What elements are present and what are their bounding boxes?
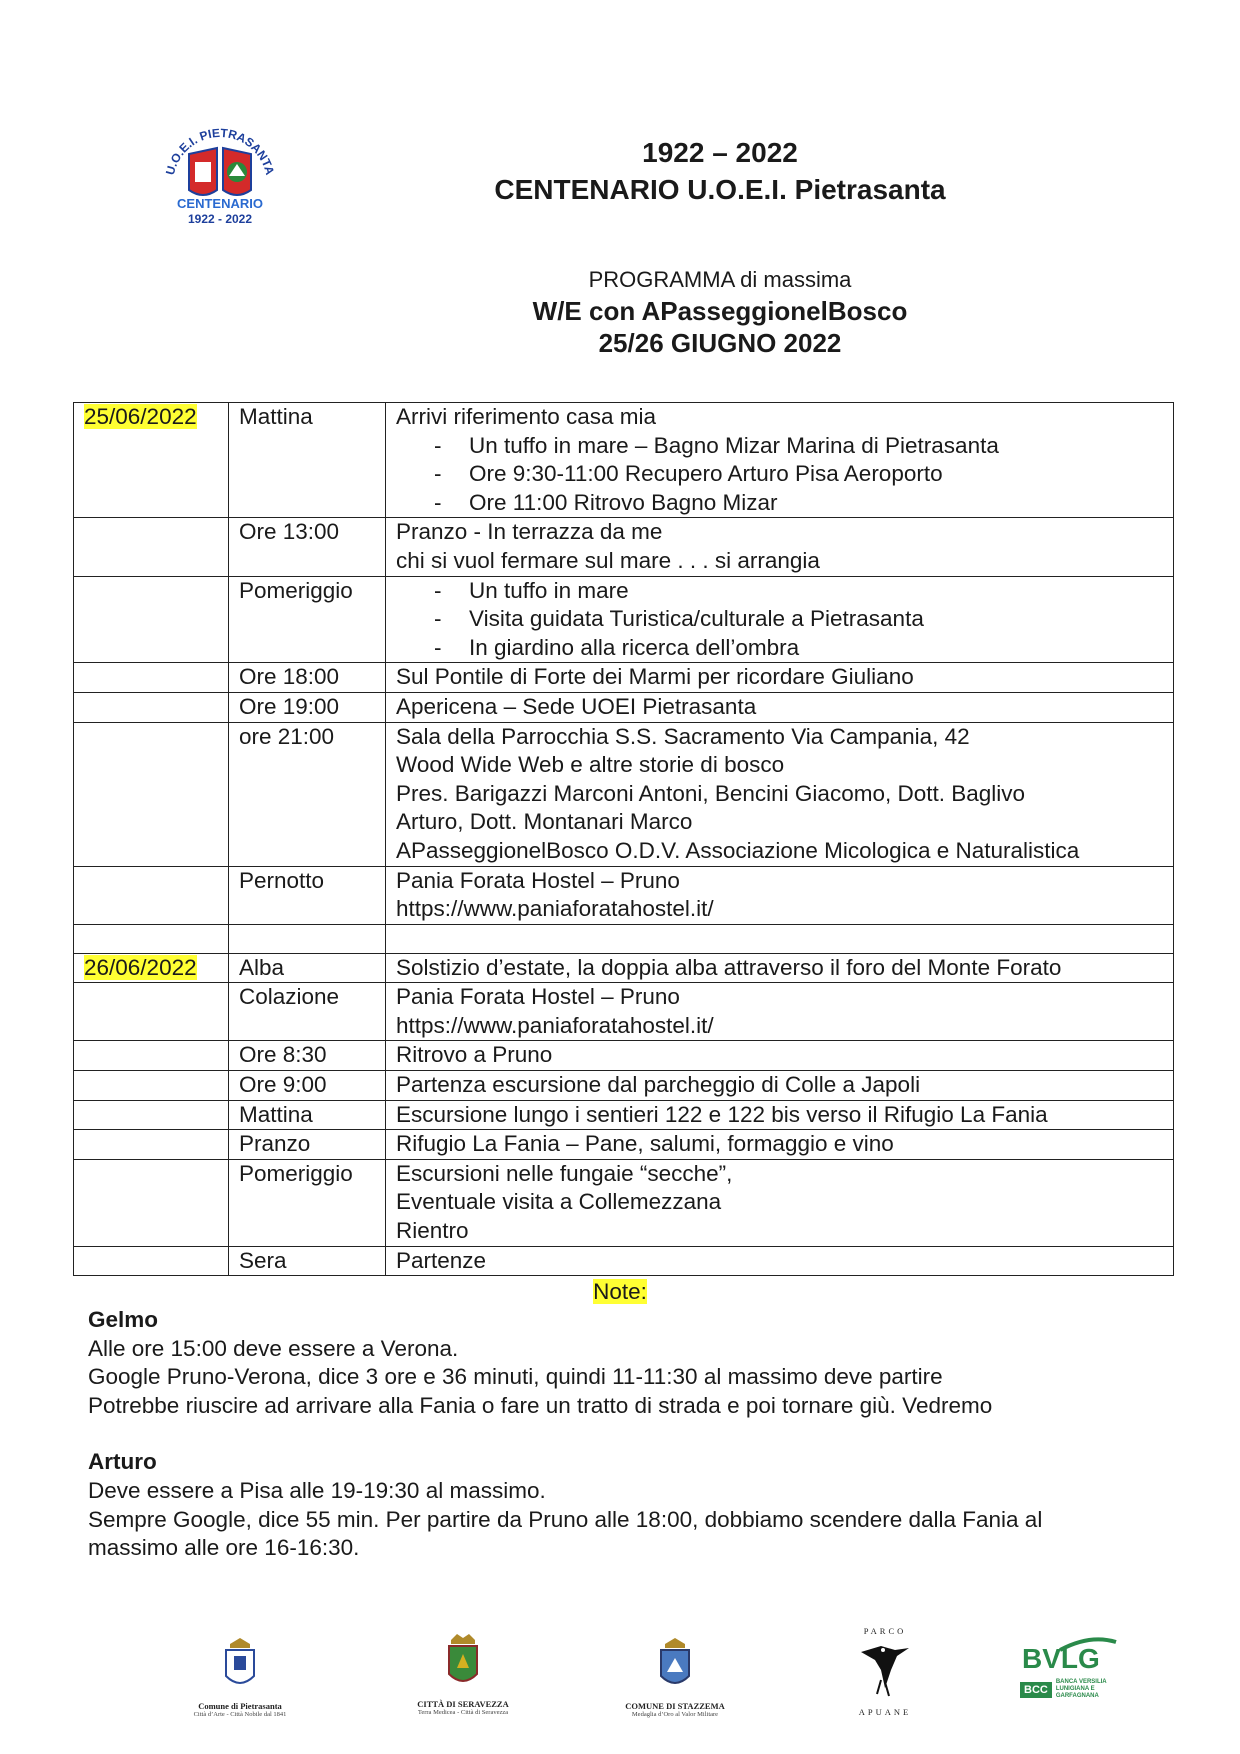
row-time: Sera (229, 1246, 386, 1276)
row-text: APasseggionelBosco O.D.V. Associazione Micologica e Naturalistica (396, 837, 1080, 863)
row-content (386, 518, 1174, 576)
note-line: Google Pruno-Verona, dice 3 ore e 36 minuti, quindi 11-11:30 al massimo deve partire (88, 1364, 943, 1390)
row-link[interactable]: https://www.paniaforatahostel.it/ (396, 896, 714, 922)
row-text: Solstizio d’estate, la doppia alba attraverso il foro del Monte Forato (386, 953, 1174, 983)
logo-years: 1922 - 2022 (187, 212, 253, 226)
row-link[interactable]: https://www.paniaforatahostel.it/ (396, 1012, 714, 1038)
row-time: Mattina (229, 403, 386, 518)
row-text: Arturo, Dott. Montanari Marco (396, 809, 693, 835)
parco-top: PARCO (863, 1626, 907, 1636)
seravezza-logo (408, 1632, 518, 1717)
row-time: Pernotto (229, 866, 386, 924)
bullet-list (396, 577, 1173, 663)
row-text: Pania Forata Hostel – Pruno (396, 984, 680, 1010)
row-time: Ore 9:00 (229, 1071, 386, 1101)
list-item: - Visita guidata Turistica/culturale a Pietrasanta (396, 605, 1173, 634)
row-time: Pomeriggio (229, 576, 386, 663)
row-text: Sala della Parrocchia S.S. Sacramento Via Campania, 42 (396, 723, 970, 749)
row-content (386, 866, 1174, 924)
table-row (74, 663, 1174, 693)
row-text: Arrivi riferimento casa mia (396, 404, 657, 429)
program-table (73, 402, 1174, 1276)
centenario-logo (155, 128, 285, 228)
row-text: Escursione lungo i sentieri 122 e 122 bis verso il Rifugio La Fania (386, 1100, 1174, 1130)
row-text: Wood Wide Web e altre storie di bosco (396, 752, 785, 778)
pietrasanta-name: Comune di Pietrasanta (198, 1701, 282, 1711)
row-content (386, 576, 1174, 663)
notes-title-text: Note: (593, 1279, 647, 1304)
table-row (74, 722, 1174, 866)
row-text: Pres. Barigazzi Marconi Antoni, Bencini Giacomo, Dott. Baglivo (396, 780, 1026, 806)
row-time: ore 21:00 (229, 722, 386, 866)
header-programma: PROGRAMMA di massima (588, 267, 852, 292)
seravezza-name: CITTÀ DI SERAVEZZA (417, 1699, 509, 1709)
table-row (74, 1246, 1174, 1276)
bank-logo-icon (1020, 1634, 1120, 1674)
notes-section (88, 1306, 1158, 1563)
row-text: chi si vuol fermare sul mare . . . si arrangia (396, 547, 820, 573)
row-text: Sul Pontile di Forte dei Marmi per ricordare Giuliano (386, 663, 1174, 693)
table-row (74, 866, 1174, 924)
row-text: Pania Forata Hostel – Pruno (396, 867, 680, 893)
stazzema-name: COMUNE DI STAZZEMA (625, 1701, 725, 1711)
logo-banner: CENTENARIO (177, 196, 263, 211)
row-text: Escursioni nelle fungaie “secche”, (396, 1160, 733, 1186)
table-row (74, 1130, 1174, 1160)
row-text: Partenze (386, 1246, 1174, 1276)
day1-date: 25/06/2022 (84, 404, 197, 429)
list-item: - Ore 9:30-11:00 Recupero Arturo Pisa Aeroporto (396, 460, 1173, 489)
row-content (386, 1159, 1174, 1246)
row-time: Mattina (229, 1100, 386, 1130)
table-row (74, 953, 1174, 983)
row-time: Ore 19:00 (229, 692, 386, 722)
row-text: Rifugio La Fania – Pane, salumi, formaggio e vino (386, 1130, 1174, 1160)
table-row (74, 576, 1174, 663)
row-text: Partenza escursione dal parcheggio di Colle a Japoli (386, 1071, 1174, 1101)
parco-bottom: APUANE (858, 1707, 912, 1717)
list-item: - Ore 11:00 Ritrovo Bagno Mizar (396, 489, 1173, 518)
row-time: Pranzo (229, 1130, 386, 1160)
note-line: Deve essere a Pisa alle 19-19:30 al massimo. (88, 1477, 546, 1503)
row-time: Alba (229, 953, 386, 983)
header-title: CENTENARIO U.O.E.I. Pietrasanta (494, 174, 946, 205)
list-item: - Un tuffo in mare (396, 577, 1173, 606)
row-text: Pranzo - In terrazza da me (396, 519, 663, 545)
note-line: Sempre Google, dice 55 min. Per partire da Pruno alle 18:00, dobbiamo scendere dalla Fania al (88, 1506, 1043, 1532)
bird-icon (855, 1636, 915, 1702)
svg-text:U.O.E.I. PIETRASANTA (163, 128, 277, 177)
row-content (386, 722, 1174, 866)
seravezza-sub: Terra Medicea - Città di Seravezza (417, 1709, 509, 1716)
table-row (74, 983, 1174, 1041)
crest-icon (443, 1632, 483, 1694)
header (400, 135, 1040, 359)
bvlg-sub: BANCA VERSILIA LUNIGIANA E GARFAGNANA (1055, 1679, 1107, 1699)
bcc-badge: BCC (1020, 1682, 1052, 1698)
notes-title (0, 1278, 1240, 1306)
stazzema-logo (620, 1638, 730, 1719)
table-row (74, 403, 1174, 518)
row-time: Ore 8:30 (229, 1041, 386, 1071)
day2-date: 26/06/2022 (84, 954, 197, 980)
note-line: Potrebbe riuscire ad arrivare alla Fania o fare un tratto di strada e poi tornare giù. Vedremo (88, 1392, 993, 1418)
row-text: Eventuale visita a Collemezzana (396, 1189, 722, 1215)
row-time: Colazione (229, 983, 386, 1041)
table-row (74, 1071, 1174, 1101)
note-name-arturo: Arturo (88, 1449, 157, 1475)
row-time: Ore 18:00 (229, 663, 386, 693)
table-row (74, 1159, 1174, 1246)
row-text: Apericena – Sede UOEI Pietrasanta (386, 692, 1174, 722)
bullet-list (396, 432, 1173, 518)
table-row (74, 518, 1174, 576)
bvlg-name: BVLG (1022, 1643, 1100, 1674)
list-item: - Un tuffo in mare – Bagno Mizar Marina di Pietrasanta (396, 432, 1173, 461)
table-row-blank (74, 924, 1174, 953)
note-line: Alle ore 15:00 deve essere a Verona. (88, 1335, 459, 1361)
parco-apuane-logo (845, 1626, 925, 1717)
header-years: 1922 – 2022 (642, 137, 798, 168)
list-item: - In giardino alla ricerca dell’ombra (396, 634, 1173, 663)
pietrasanta-logo (180, 1638, 300, 1719)
row-content (386, 403, 1174, 518)
header-date: 25/26 GIUGNO 2022 (598, 328, 842, 358)
row-content (386, 983, 1174, 1041)
table-row (74, 692, 1174, 722)
stazzema-sub: Medaglia d’Oro al Valor Militare (631, 1711, 719, 1718)
row-text: Ritrovo a Pruno (386, 1041, 1174, 1071)
pietrasanta-sub: Città d’Arte - Città Nobile dal 1841 (193, 1711, 287, 1718)
header-subtitle: W/E con APasseggionelBosco (532, 296, 908, 326)
crest-icon (655, 1638, 695, 1696)
note-line: massimo alle ore 16-16:30. (88, 1535, 360, 1561)
crest-icon (220, 1638, 260, 1696)
note-name-gelmo: Gelmo (88, 1307, 159, 1332)
row-time: Ore 13:00 (229, 518, 386, 576)
logo-name: U.O.E.I. PIETRASANTA (162, 128, 278, 177)
row-text: Rientro (396, 1218, 469, 1244)
table-row (74, 1100, 1174, 1130)
sponsor-logos (180, 1626, 1120, 1733)
bvlg-logo (1020, 1634, 1120, 1700)
table-row (74, 1041, 1174, 1071)
row-time: Pomeriggio (229, 1159, 386, 1246)
